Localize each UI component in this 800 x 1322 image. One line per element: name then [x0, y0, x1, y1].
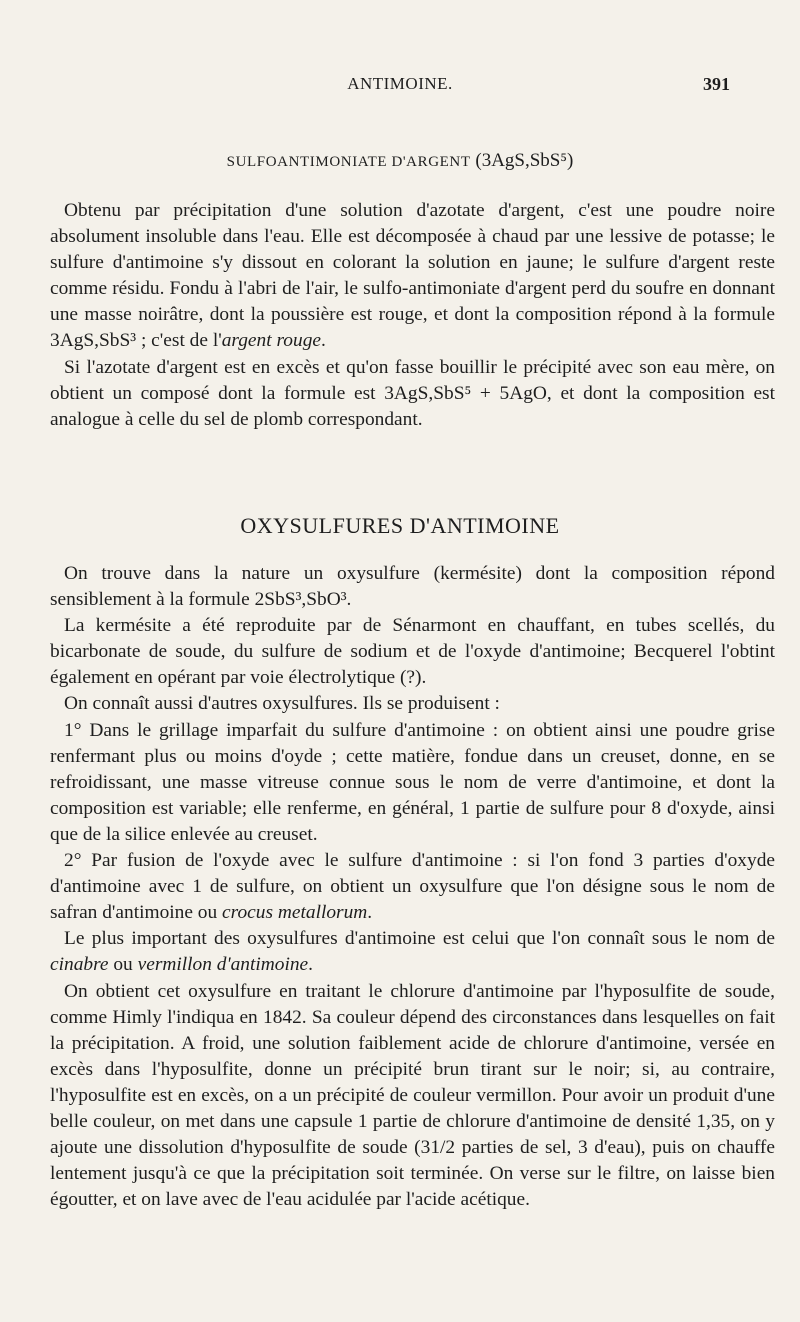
paragraph: On trouve dans la nature un oxysulfure (kermésite) dont la composition répond sensiblement à la formule 2SbS³,SbO³.: [50, 563, 775, 611]
italic-term: crocus metallorum: [222, 902, 368, 924]
running-title: ANTIMOINE.: [347, 74, 453, 93]
paragraph-text: .: [321, 330, 326, 352]
subsection-label: SULFOANTIMONIATE D'ARGENT: [226, 154, 471, 170]
oxysulfures-text: [50, 561, 775, 1213]
subsection-heading: [0, 150, 800, 172]
paragraph-text: 2° Par fusion de l'oxyde avec le sulfure d'antimoine : si l'on fond 3 parties d'oxyde d'antimoine avec 1 de sulfure, on obtient un oxysulfure que l'on désigne sous le nom de safran d'antimoine ou: [50, 850, 775, 924]
italic-term: cinabre: [50, 954, 109, 976]
paragraph: 1° Dans le grillage imparfait du sulfure d'antimoine : on obtient ainsi une poudre grise renfermant plus ou moins d'oyde ; cette matière, fondue dans un creuset, donne, en se refroidissant, une masse vitreuse connue sous le nom de verre d'antimoine, et dont la composition est variable; elle renferme, en général, 1 partie de sulfure pour 8 d'oxyde, ainsi que de la silice enlevée au creuset.: [50, 719, 775, 845]
paragraph: On obtient cet oxysulfure en traitant le chlorure d'antimoine par l'hyposulfite de soude, comme Himly l'indiqua en 1842. Sa couleur dépend des circonstances dans lesquelles on fait la précipitation. A froid, une solution faiblement acide de chlorure d'antimoine, versée en excès dans l'hyposulfite, donne un précipité brun tirant sur le noir; si, au contraire, l'hyposulfite est en excès, on a un précipité de couleur vermillon. Pour avoir un produit d'une belle couleur, on met dans une capsule 1 partie de chlorure d'antimoine de densité 1,35, on y ajoute une dissolution d'hyposulfite de soude (31/2 parties de sel, 3 d'eau), puis on chauffe lentement jusqu'à ce que la précipitation soit terminée. On verse sur le filtre, on laisse bien égoutter, et on lave avec de l'eau acidulée par l'acide acétique.: [50, 980, 775, 1211]
section-title: OXYSULFURES D'ANTIMOINE: [240, 513, 560, 538]
sulfoantimoniate-text: [50, 198, 775, 433]
page-number: 391: [703, 74, 730, 94]
paragraph-text: Obtenu par précipitation d'une solution d'azotate d'argent, c'est une poudre noire absolument insoluble dans l'eau. Elle est décomposée à chaud par une lessive de potasse; le sulfure d'antimoine s'y dissout en colorant la solution en jaune; le sulfure d'argent reste comme résidu. Fondu à l'abri de l'air, le sulfo-antimoniate d'argent perd du soufre en donnant une masse noirâtre, dont la poussière est rouge, et dont la composition répond à la formule 3AgS,SbS³ ; c'est de l': [50, 200, 775, 352]
paragraph: Si l'azotate d'argent est en excès et qu'on fasse bouillir le précipité avec son eau mère, on obtient un composé dont la formule est 3AgS,SbS⁵ + 5AgO, et dont la composition est analogue à celle du sel de plomb correspondant.: [50, 356, 775, 430]
paragraph: [50, 848, 775, 926]
paragraph-text: .: [367, 902, 373, 924]
page-header: [70, 74, 730, 102]
paragraph: On connaît aussi d'autres oxysulfures. Ils se produisent :: [64, 693, 500, 715]
subsection-formula: (3AgS,SbS⁵): [475, 150, 574, 171]
paragraph: La kermésite a été reproduite par de Sénarmont en chauffant, en tubes scellés, du bicarbonate de soude, du sulfure de sodium et de l'oxyde d'antimoine; Becquerel l'obtint également en opérant par voie électrolytique (?).: [50, 615, 775, 689]
paragraph: [50, 198, 775, 355]
paragraph: [50, 926, 775, 978]
paragraph-text: Le plus important des oxysulfures d'antimoine est celui que l'on connaît sous le nom de: [64, 928, 775, 950]
paragraph-text: .: [308, 954, 314, 976]
italic-term: vermillon d'antimoine: [137, 954, 309, 976]
paragraph-text: ou: [108, 954, 138, 976]
italic-term: argent rouge: [221, 330, 321, 352]
